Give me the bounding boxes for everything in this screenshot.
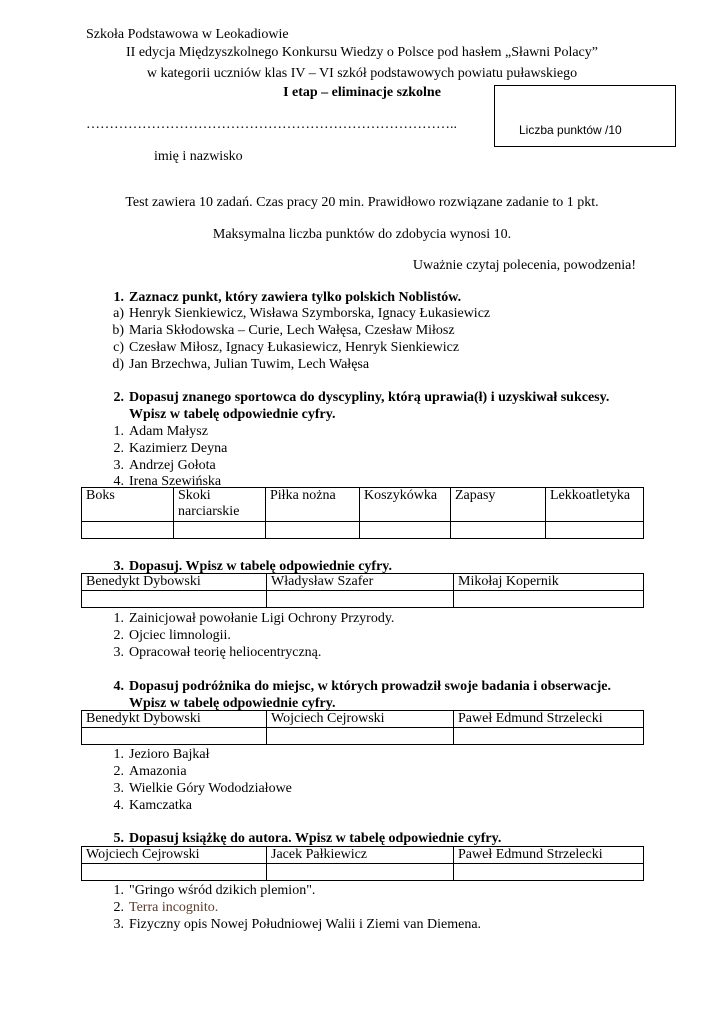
answer-cell[interactable] [82, 864, 267, 881]
contest-stage: I etap – eliminacje szkolne [283, 85, 441, 100]
list-label: 1. [113, 611, 124, 626]
list-item: Wielkie Góry Wododziałowe [129, 781, 292, 796]
question-1-text: Zaznacz punkt, który zawiera tylko polskich Noblistów. [129, 290, 462, 305]
column-header: Władysław Szafer [267, 574, 454, 591]
list-item: Amazonia [129, 764, 187, 779]
list-item: Jezioro Bajkał [129, 747, 210, 762]
list-item: Kamczatka [129, 798, 192, 813]
answer-cell[interactable] [451, 522, 546, 539]
list-label: 1. [113, 883, 124, 898]
answer-cell[interactable] [82, 728, 267, 745]
answer-table-4 [81, 710, 644, 745]
instruction-line-1: Test zawiera 10 zadań. Czas pracy 20 min. Prawidłowo rozwiązane zadanie to 1 pkt. [125, 195, 599, 210]
list-item: Terra incognito. [129, 900, 219, 915]
list-item: Irena Szewińska [129, 474, 222, 489]
answer-cell[interactable] [174, 522, 266, 539]
list-item: "Gringo wśród dzikich plemion". [129, 883, 316, 898]
score-label: Liczba punktów /10 [519, 123, 622, 137]
list-item: Zainicjował powołanie Ligi Ochrony Przyrody. [129, 611, 395, 626]
list-label: 1. [113, 424, 124, 439]
question-2-number: 2. [113, 390, 124, 405]
name-line[interactable]: …………………………………………………………………….. [86, 117, 457, 132]
list-label: 2. [113, 441, 124, 456]
list-item: Opracował teorię heliocentryczną. [129, 645, 322, 660]
question-4-text: Dopasuj podróżnika do miejsc, w których prowadził swoje badania i obserwacje. [129, 679, 611, 694]
column-header: Zapasy [451, 488, 546, 522]
option-c[interactable]: Czesław Miłosz, Ignacy Łukasiewicz, Henryk Sienkiewicz [129, 340, 460, 355]
column-header: Lekkoatletyka [546, 488, 644, 522]
list-label: 2. [113, 900, 124, 915]
column-header: Skoki narciarskie [174, 488, 266, 522]
column-header: Wojciech Cejrowski [267, 711, 454, 728]
answer-table-3 [81, 573, 644, 608]
list-label: 2. [113, 764, 124, 779]
column-header: Piłka nożna [266, 488, 360, 522]
list-item: Fizyczny opis Nowej Południowej Walii i Ziemi van Diemena. [129, 917, 482, 932]
contest-category: w kategorii uczniów klas IV – VI szkół podstawowych powiatu puławskiego [146, 66, 578, 81]
answer-cell[interactable] [454, 864, 644, 881]
answer-cell[interactable] [546, 522, 644, 539]
column-header: Boks [82, 488, 174, 522]
answer-cell[interactable] [82, 522, 174, 539]
list-label: 1. [113, 747, 124, 762]
answer-table-2 [81, 487, 644, 539]
answer-cell[interactable] [454, 591, 644, 608]
answer-cell[interactable] [267, 591, 454, 608]
question-2-text-2: Wpisz w tabelę odpowiednie cyfry. [129, 407, 336, 422]
column-header: Benedykt Dybowski [82, 711, 267, 728]
list-item: Adam Małysz [129, 424, 208, 439]
instruction-line-3: Uważnie czytaj polecenia, powodzenia! [412, 258, 636, 273]
list-item: Kazimierz Deyna [129, 441, 228, 456]
option-b[interactable]: Maria Skłodowska – Curie, Lech Wałęsa, Czesław Miłosz [129, 323, 455, 338]
question-5-number: 5. [113, 831, 124, 846]
option-a[interactable]: Henryk Sienkiewicz, Wisława Szymborska, Ignacy Łukasiewicz [129, 306, 491, 321]
column-header: Koszykówka [360, 488, 451, 522]
column-header: Benedykt Dybowski [82, 574, 267, 591]
list-item: Ojciec limnologii. [129, 628, 231, 643]
question-5-text: Dopasuj książkę do autora. Wpisz w tabelę odpowiednie cyfry. [129, 831, 502, 846]
list-item: Andrzej Gołota [129, 458, 216, 473]
answer-cell[interactable] [454, 728, 644, 745]
list-label: 3. [113, 458, 124, 473]
option-label: d) [112, 357, 124, 372]
column-header: Wojciech Cejrowski [82, 847, 267, 864]
answer-cell[interactable] [267, 728, 454, 745]
list-label: 2. [113, 628, 124, 643]
name-label: imię i nazwisko [154, 149, 243, 164]
school-name: Szkoła Podstawowa w Leokadiowie [86, 27, 289, 42]
question-4-text-2: Wpisz w tabelę odpowiednie cyfry. [129, 696, 336, 711]
answer-cell[interactable] [82, 591, 267, 608]
instruction-line-2: Maksymalna liczba punktów do zdobycia wynosi 10. [212, 227, 512, 242]
score-box [494, 85, 676, 147]
question-3-text: Dopasuj. Wpisz w tabelę odpowiednie cyfry. [129, 559, 393, 574]
list-label: 3. [113, 781, 124, 796]
option-label: a) [113, 306, 124, 321]
option-label: b) [112, 323, 124, 338]
list-label: 3. [113, 917, 124, 932]
list-label: 4. [113, 798, 124, 813]
list-label: 3. [113, 645, 124, 660]
option-d[interactable]: Jan Brzechwa, Julian Tuwim, Lech Wałęsa [129, 357, 370, 372]
question-2-text: Dopasuj znanego sportowca do dyscypliny, którą uprawia(ł) i uzyskiwał sukcesy. [129, 390, 610, 405]
question-4-number: 4. [113, 679, 124, 694]
answer-table-5 [81, 846, 644, 881]
list-label: 4. [113, 474, 124, 489]
column-header: Paweł Edmund Strzelecki [454, 711, 644, 728]
contest-edition: II edycja Międzyszkolnego Konkursu Wiedzy o Polsce pod hasłem „Sławni Polacy” [126, 45, 598, 60]
column-header: Paweł Edmund Strzelecki [454, 847, 644, 864]
answer-cell[interactable] [266, 522, 360, 539]
question-1-number: 1. [113, 290, 124, 305]
question-3-number: 3. [113, 559, 124, 574]
answer-cell[interactable] [267, 864, 454, 881]
column-header: Mikołaj Kopernik [454, 574, 644, 591]
answer-cell[interactable] [360, 522, 451, 539]
option-label: c) [113, 340, 124, 355]
column-header: Jacek Pałkiewicz [267, 847, 454, 864]
